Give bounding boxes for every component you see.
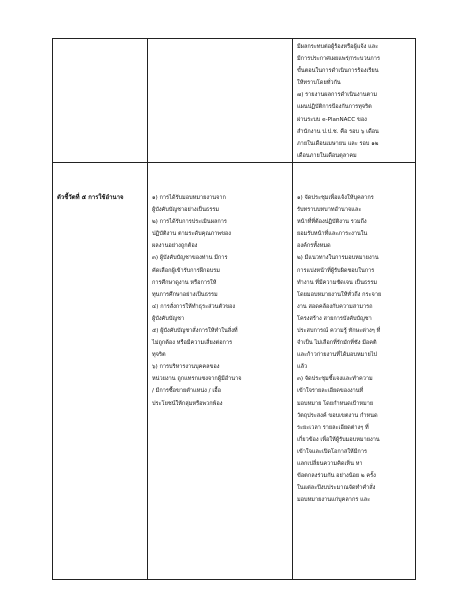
integrity-measures-table	[52, 38, 416, 580]
method-cell	[148, 39, 293, 163]
text-line: ผ่านระบบ e-PlanNACC ของ	[297, 116, 367, 123]
text-line: ๑) จัดประชุมเพื่อแจ้งให้บุคลากร	[297, 194, 374, 201]
text-line: มอบหมายงานแก่บุคลากร และ	[297, 497, 371, 504]
text-line: ผู้บังคับบัญชา	[152, 315, 185, 322]
text-line: ยอมรับหน้าที่และภาระงานใน	[297, 231, 368, 238]
text-line: ประโยชน์ให้กลุ่มหรือพวกพ้อง	[152, 400, 223, 407]
indicator-cell	[53, 39, 148, 163]
text-line: ๗) รายงานผลการดำเนินงานตาม	[297, 92, 378, 99]
text-line: งาน สอดคล้องกับความสามารถ	[297, 303, 373, 310]
method-cell	[148, 162, 293, 579]
text-line: ประสบการณ์ ความรู้ ทักษะต่างๆ ที่	[297, 327, 381, 334]
text-line: ๖) การบริหารงานบุคคลของ	[152, 364, 220, 371]
text-line: จำเป็น ไม่เลือกที่รักมักที่ชัง มีอคติ	[297, 340, 377, 347]
detail-lines	[293, 39, 415, 162]
text-line: แลกเปลี่ยนความคิดเห็น หา	[297, 461, 363, 467]
text-line: เข้าใจรายละเอียดของงานที่	[297, 388, 364, 395]
text-line: ระยะเวลา รายละเอียดต่างๆ ที่	[297, 424, 369, 431]
text-line: ๔) การสั่งการให้ทำธุระส่วนตัวของ	[152, 303, 236, 310]
text-line: การศึกษาดูงาน หรือการให้	[152, 279, 217, 286]
text-line: ในแต่ละปีงบประมาณจัดทำคำสั่ง	[297, 485, 376, 492]
text-line: ทำงาน ที่มีความชัดเจน เป็นธรรม	[297, 279, 378, 286]
text-line: ๓) จัดประชุมชี้แจงและทำความ	[297, 376, 373, 383]
text-line: หน้าที่ที่ต้องปฏิบัติงาน รวมถึง	[297, 219, 367, 226]
text-line: โดยมอบหมายงานให้ทั่วถึง กระจาย	[297, 291, 382, 298]
text-line: สำนักงาน ป.ป.ช. คือ รอบ ๖ เดือน	[297, 128, 379, 135]
text-line: ๓) ผู้บังคับบัญชาของท่าน มีการ	[152, 255, 228, 262]
text-line: ทุนการศึกษาอย่างเป็นธรรม	[152, 291, 218, 298]
indicator-text	[53, 39, 147, 41]
table-row	[53, 39, 416, 163]
text-line: ให้ทราบโดยทั่วกัน	[297, 80, 341, 87]
text-line: ๕) ผู้บังคับบัญชาสั่งการให้ทำในสิ่งที่	[152, 327, 238, 334]
text-line: ผลงานอย่างถูกต้อง	[152, 243, 198, 250]
text-line: ทุจริต	[152, 352, 166, 359]
text-line: รับทราบบทบาทอำนาจและ	[297, 207, 362, 214]
text-line: และก้าวก่ายงานที่ได้มอบหมายไป	[297, 352, 378, 359]
method-lines	[148, 39, 292, 41]
detail-lines	[293, 163, 415, 506]
text-line: เกี่ยวข้อง เพื่อให้ผู้รับมอบหมายงาน	[297, 436, 380, 443]
text-line: แผนปฏิบัติการป้องกันการทุจริต	[297, 104, 372, 111]
indicator-cell	[53, 162, 148, 579]
text-line: มีการประกาศเผยแพร่/กระบวนการ	[297, 56, 380, 63]
text-line: วัตถุประสงค์ ขอบเขตงาน กำหนด	[297, 412, 378, 419]
method-lines	[148, 163, 292, 410]
text-line: ขั้นตอนในการดำเนินการร้องเรียน	[297, 68, 379, 75]
text-line: ๒) การได้รับการประเมินผลการ	[152, 219, 227, 226]
text-line: ๑) การได้รับมอบหมายงานจาก	[152, 194, 226, 201]
text-line: มอบหมาย โดยกำหนดเป้าหมาย	[297, 400, 374, 407]
text-line: มีผลกระทบต่อผู้ร้องหรือผู้แจ้ง และ	[297, 44, 379, 50]
text-line: ๒) มีแนวทางในการมอบหมายงาน	[297, 255, 379, 262]
text-line: ไม่ถูกต้อง หรือมีความเสี่ยงต่อการ	[152, 340, 233, 347]
indicator-title: ตัวชี้วัดที่ ๕ การใช้อำนาจ	[57, 193, 124, 201]
table-row	[53, 162, 416, 579]
text-line: ภายในเดือนเมษายน และ รอบ ๑๒	[297, 140, 379, 147]
text-line: ผู้บังคับบัญชาอย่างเป็นธรรม	[152, 207, 220, 214]
detail-cell	[293, 39, 416, 163]
text-line: ปฏิบัติงาน ตามระดับคุณภาพของ	[152, 231, 231, 238]
text-line: ข้อตกลงร่วมกัน อย่างน้อย ๒ ครั้ง	[297, 473, 376, 480]
text-line: เข้าใจและเปิดโอกาสให้มีการ	[297, 448, 367, 455]
text-line: / มีการซื้อขายตำแหน่ง / เอื้อ	[152, 388, 221, 395]
text-line: คัดเลือกผู้เข้ารับการฝึกอบรม	[152, 267, 220, 274]
text-line: โครงสร้าง สายการบังคับบัญชา	[297, 315, 372, 322]
text-line: เดือนภายในเดือนตุลาคม	[297, 152, 357, 159]
text-line: องค์กรทั้งหมด	[297, 243, 331, 250]
detail-cell	[293, 162, 416, 579]
text-line: หน่วยงาน ถูกแทรกแซงจากผู้มีอำนาจ	[152, 376, 242, 383]
text-line: แล้ว	[297, 364, 308, 371]
text-line: การแบ่งหน้าที่ผู้รับผิดชอบในการ	[297, 267, 375, 274]
